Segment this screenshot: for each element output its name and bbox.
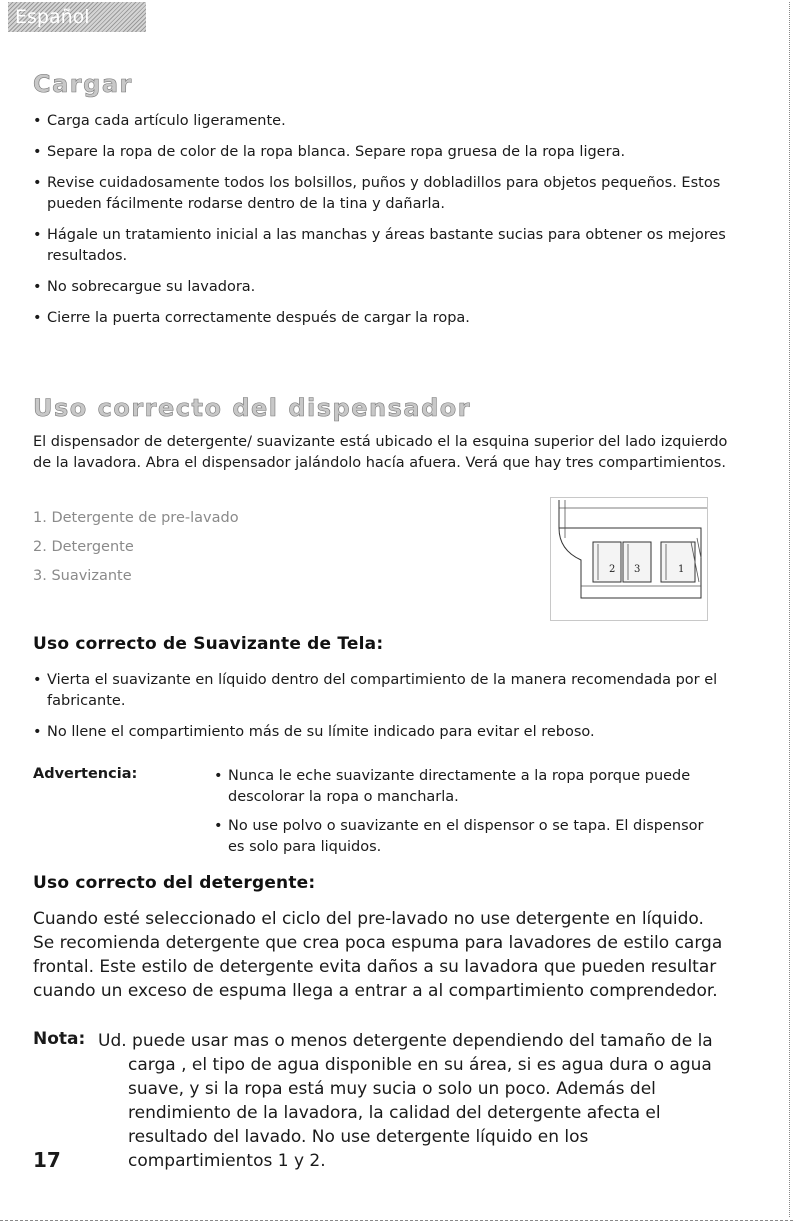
section-title-cargar: Cargar xyxy=(33,70,133,98)
warning-list xyxy=(214,766,719,866)
list-item: • Hágale un tratamiento inicial a las manchas y áreas bastante sucias para obtener os mejores resultados. xyxy=(33,225,733,267)
fig-label-2: 2 xyxy=(609,564,616,575)
detergente-body: Cuando esté seleccionado el ciclo del pre-lavado no use detergente en líquido. Se recomienda detergente que crea poca espuma para lavadores de estilo carga frontal. Este estilo de detergente evita daños a su lavadora que pueden resultar cuando un exceso de espuma llega a entrar a al compartimiento comprendedor. xyxy=(33,909,723,1001)
cargar-bullet-list xyxy=(33,111,733,339)
compartment-item: 2. Detergente xyxy=(33,539,134,555)
suavizante-bullet-list xyxy=(33,670,733,753)
section-title-dispensador: Uso correcto del dispensador xyxy=(33,394,472,422)
language-tab: Español xyxy=(8,2,146,32)
page-bottom-rule xyxy=(0,1220,793,1221)
dispenser-diagram xyxy=(550,497,708,621)
compartment-list xyxy=(33,510,239,597)
list-item: • Nunca le eche suavizante directamente a la ropa porque puede descolorar la ropa o mancharla. xyxy=(214,766,719,808)
list-item: • Cierre la puerta correctamente después de cargar la ropa. xyxy=(33,308,733,329)
list-item: • Revise cuidadosamente todos los bolsillos, puños y dobladillos para objetos pequeños. Estos pueden fácilmente rodarse dentro de la tina y dañarla. xyxy=(33,173,733,215)
compartment-item: 1. Detergente de pre-lavado xyxy=(33,510,239,526)
note-text: Ud. puede usar mas o menos detergente dependiendo del tamaño de la carga , el tipo de agua disponible en su área, si es agua dura o agua suave, y si la ropa está muy sucia o solo un poco. Además del rendimiento de la lavadora, la calidad del detergente afecta el resultado del lavado. No use detergente líquido en los compartimientos 1 y 2. xyxy=(98,1031,713,1171)
list-item: • No use polvo o suavizante en el dispensor o se tapa. El dispensor es solo para liquidos. xyxy=(214,816,719,858)
compartment-item: 3. Suavizante xyxy=(33,568,132,584)
list-item: • No llene el compartimiento más de su límite indicado para evitar el reboso. xyxy=(33,722,733,743)
list-item: • Separe la ropa de color de la ropa blanca. Separe ropa gruesa de la ropa ligera. xyxy=(33,142,733,163)
dispensador-intro: El dispensador de detergente/ suavizante está ubicado el la esquina superior del lado izquierdo de la lavadora. Abra el dispensador jalándolo hacía afuera. Verá que hay tres compartimientos. xyxy=(33,434,728,471)
list-item: • No sobrecargue su lavadora. xyxy=(33,277,733,298)
page-number: 17 xyxy=(33,1148,61,1172)
section-title-suavizante: Uso correcto de Suavizante de Tela: xyxy=(33,634,384,654)
section-title-detergente: Uso correcto del detergente: xyxy=(33,873,316,893)
fig-label-3: 3 xyxy=(634,564,641,575)
dispenser-drawing xyxy=(551,498,707,620)
list-item: • Vierta el suavizante en líquido dentro del compartimiento de la manera recomendada por el fabricante. xyxy=(33,670,733,712)
list-item: • Carga cada artículo ligeramente. xyxy=(33,111,733,132)
warning-label: Advertencia: xyxy=(33,766,138,782)
note-label: Nota: xyxy=(33,1029,86,1049)
fig-label-1: 1 xyxy=(678,564,685,575)
page-edge-rule xyxy=(788,2,790,1217)
